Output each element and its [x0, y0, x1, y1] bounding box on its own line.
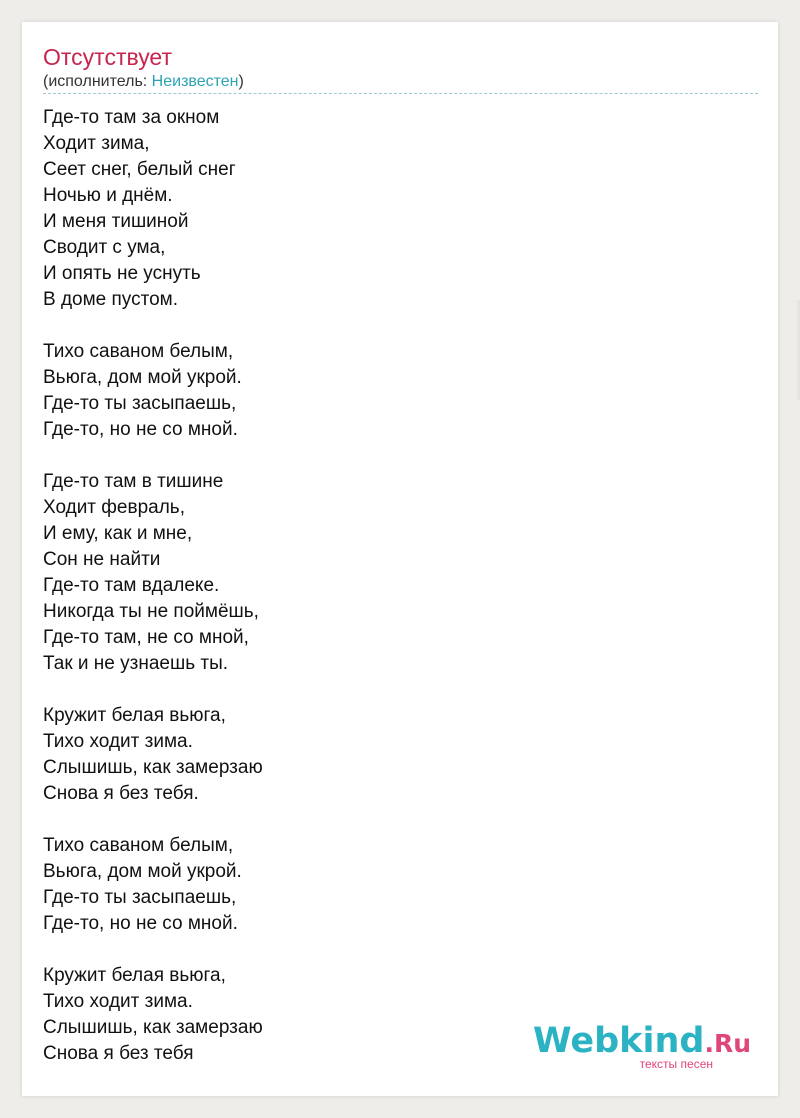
stanza	[43, 469, 263, 677]
lyric-line: Сводит с ума,	[43, 237, 166, 258]
artist-link[interactable]: Неизвестен	[151, 73, 239, 90]
lyric-line: Где-то там вдалеке.	[43, 575, 220, 596]
logo-tld: Ru	[713, 1029, 751, 1058]
lyric-line: Ходит зима,	[43, 133, 150, 154]
stanza	[43, 703, 263, 807]
lyric-line: Тихо саваном белым,	[43, 341, 234, 362]
lyric-line: Сон не найти	[43, 549, 161, 570]
stanza	[43, 339, 263, 443]
lyric-line: Никогда ты не поймёшь,	[43, 601, 259, 622]
logo-brand: Webkind	[533, 1021, 705, 1061]
lyric-line: В доме пустом.	[43, 289, 178, 310]
lyric-line: Где-то там за окном	[43, 107, 220, 128]
artist-prefix: (исполнитель:	[43, 73, 152, 90]
lyrics-sheet	[22, 22, 778, 1096]
lyric-line: Ночью и днём.	[43, 185, 173, 206]
lyric-line: И ему, как и мне,	[43, 523, 193, 544]
logo-tagline: тексты песен	[639, 1057, 713, 1071]
lyric-line: Слышишь, как замерзаю	[43, 1017, 263, 1038]
lyric-line: Снова я без тебя.	[43, 783, 199, 804]
page-edge-shadow	[795, 300, 800, 400]
song-title: Отсутствует	[43, 44, 172, 70]
lyric-line: Где-то, но не со мной.	[43, 913, 238, 934]
lyric-line: Где-то ты засыпаешь,	[43, 887, 237, 908]
lyric-line: Где-то там, не со мной,	[43, 627, 249, 648]
lyric-line: Тихо ходит зима.	[43, 991, 193, 1012]
lyric-line: И опять не уснуть	[43, 263, 201, 284]
lyric-line: Тихо саваном белым,	[43, 835, 234, 856]
lyrics-body	[43, 105, 263, 1093]
title-divider	[43, 93, 758, 94]
lyric-line: Снова я без тебя	[43, 1043, 194, 1064]
lyric-line: Ходит февраль,	[43, 497, 185, 518]
lyric-line: Вьюга, дом мой укрой.	[43, 861, 242, 882]
stanza	[43, 963, 263, 1067]
lyric-line: Вьюга, дом мой укрой.	[43, 367, 242, 388]
lyric-line: Слышишь, как замерзаю	[43, 757, 263, 778]
lyric-line: Где-то там в тишине	[43, 471, 224, 492]
lyric-line: Кружит белая вьюга,	[43, 965, 226, 986]
stanza	[43, 105, 263, 313]
artist-line	[43, 72, 244, 92]
webkind-logo[interactable]	[533, 1021, 751, 1073]
artist-suffix: )	[238, 73, 244, 90]
lyric-line: Тихо ходит зима.	[43, 731, 193, 752]
lyric-line: И меня тишиной	[43, 211, 189, 232]
lyric-line: Так и не узнаешь ты.	[43, 653, 229, 674]
lyric-line: Где-то ты засыпаешь,	[43, 393, 237, 414]
lyric-line: Сеет снег, белый снег	[43, 159, 236, 180]
stanza	[43, 833, 263, 937]
lyric-line: Кружит белая вьюга,	[43, 705, 226, 726]
logo-dot: .	[704, 1029, 714, 1058]
lyric-line: Где-то, но не со мной.	[43, 419, 238, 440]
